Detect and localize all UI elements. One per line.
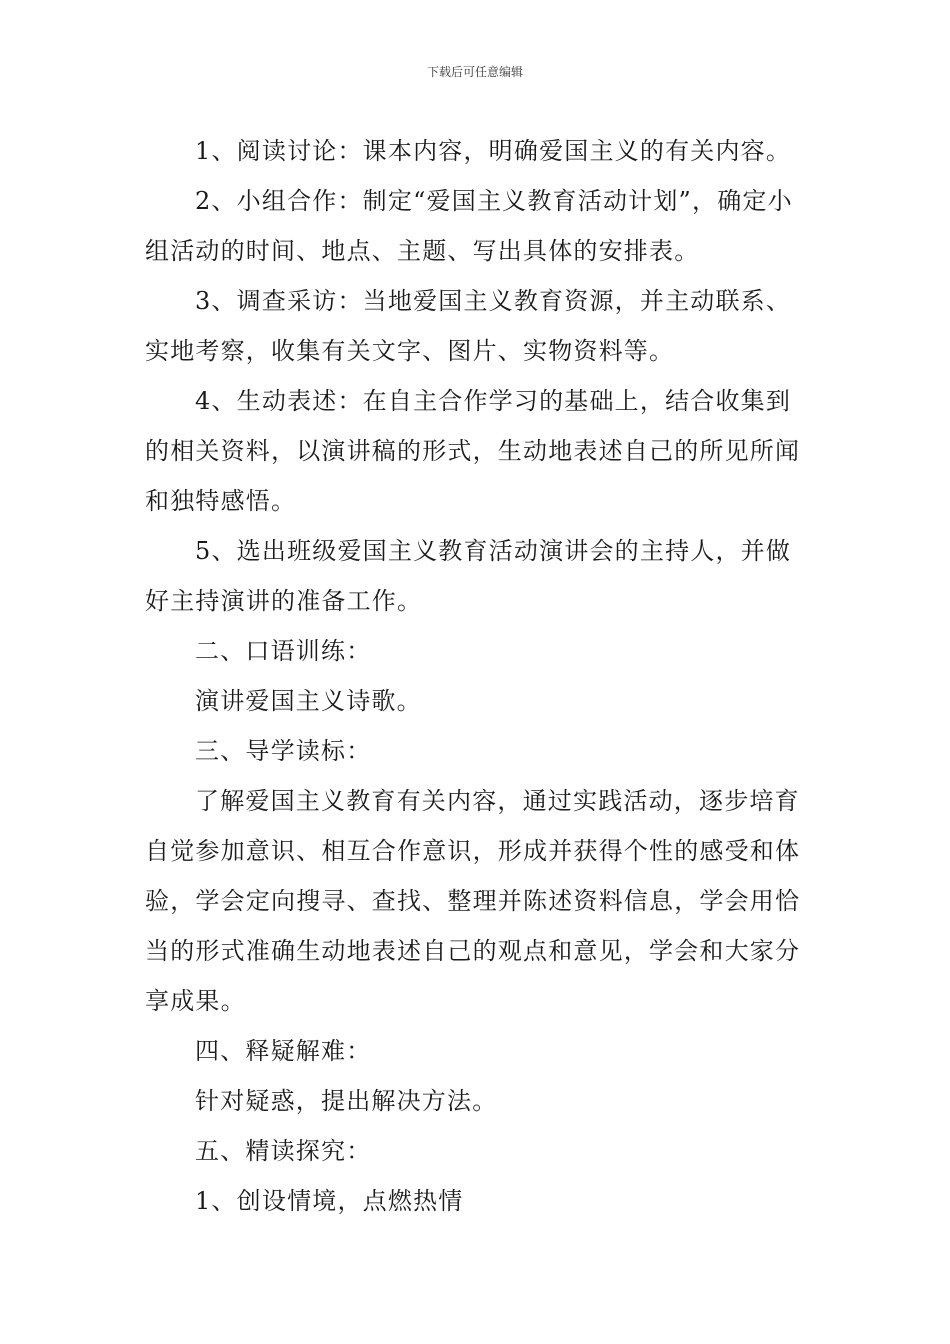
section-heading-oral-training: 二、口语训练： (195, 637, 372, 665)
paragraph-step-3: 3、调查采访：当地爱国主义教育资源，并主动联系、实地考察，收集有关文字、图片、实物资料等。 (145, 287, 792, 365)
paragraph-close-reading-step-1: 1、创设情境，点燃热情 (195, 1187, 464, 1215)
document-body (145, 126, 810, 1226)
paragraph-resolve-doubts: 针对疑惑，提出解决方法。 (195, 1087, 498, 1115)
section-heading-close-reading: 五、精读探究： (195, 1137, 372, 1165)
paragraph-step-5: 5、选出班级爱国主义教育活动演讲会的主持人，并做好主持演讲的准备工作。 (145, 537, 792, 615)
paragraph-oral-training: 演讲爱国主义诗歌。 (195, 687, 422, 715)
section-heading-learning-goals: 三、导学读标： (195, 737, 372, 765)
section-heading-resolve-doubts: 四、释疑解难： (195, 1037, 372, 1065)
paragraph-step-4: 4、生动表述：在自主合作学习的基础上，结合收集到的相关资料，以演讲稿的形式，生动地表述自己的所见所闻和独特感悟。 (145, 387, 801, 515)
paragraph-learning-goals: 了解爱国主义教育有关内容，通过实践活动，逐步培育自觉参加意识、相互合作意识，形成并获得个性的感受和体验，学会定向搜寻、查找、整理并陈述资料信息，学会用恰当的形式准确生动地表述自己的观点和意见，学会和大家分享成果。 (145, 787, 801, 1015)
paragraph-step-2: 2、小组合作：制定“爱国主义教育活动计划”，确定小组活动的时间、地点、主题、写出具体的安排表。 (145, 187, 793, 265)
page-header: 下载后可任意编辑 (426, 65, 523, 79)
paragraph-step-1: 1、阅读讨论：课本内容，明确爱国主义的有关内容。 (195, 137, 792, 165)
